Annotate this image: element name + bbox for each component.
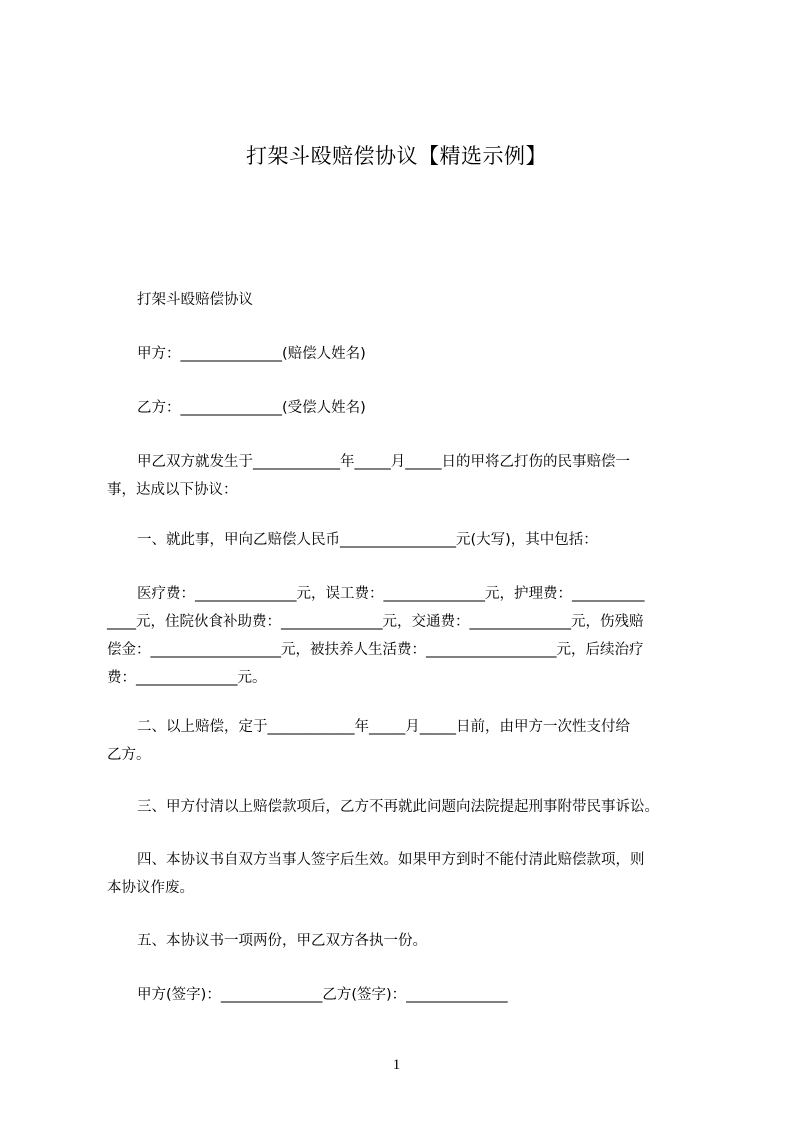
- intro-line-1: 甲乙双方就发生于____________年_____月_____日的甲将乙打伤的民事赔偿一: [137, 454, 630, 470]
- clause-3: [107, 793, 703, 821]
- clause-1: [107, 526, 703, 554]
- fees-line-2: ____元，住院伙食补助费：______________元，交通费：______________元，伤残赔: [107, 614, 644, 630]
- clause-2: [107, 713, 703, 769]
- intro-paragraph: [107, 448, 703, 504]
- party-a-text: 甲方：______________(赔偿人姓名): [137, 346, 366, 362]
- clause-2-line-2: 乙方。: [107, 747, 151, 763]
- clause-4-line-1: 四、本协议书自双方当事人签字后生效。如果甲方到时不能付清此赔偿款项，则: [137, 852, 645, 868]
- signature-text: 甲方(签字)：______________乙方(签字)：______________: [137, 987, 508, 1003]
- fees-line-1: 医疗费：______________元，误工费：______________元，护理费：__________: [137, 586, 645, 602]
- agreement-subtitle: [107, 286, 703, 314]
- intro-line-2: 事，达成以下协议：: [107, 482, 238, 498]
- clause-5-text: 五、本协议书一项两份，甲乙双方各执一份。: [137, 933, 427, 949]
- document-title: 打架斗殴赔偿协议【精选示例】: [246, 144, 547, 168]
- party-a-line: [107, 340, 703, 368]
- party-b-line: [107, 394, 703, 422]
- clause-4: [107, 846, 703, 902]
- clause-2-line-1: 二、以上赔偿，定于____________年_____月_____日前，由甲方一次性支付给: [137, 719, 630, 735]
- clause-1-text: 一、就此事，甲向乙赔偿人民币________________元(大写)，其中包括：: [137, 532, 598, 548]
- fees-line-4: 费：______________元。: [107, 670, 267, 686]
- clause-5: [107, 927, 703, 955]
- clause-3-text: 三、甲方付清以上赔偿款项后，乙方不再就此问题向法院提起刑事附带民事诉讼。: [137, 799, 659, 815]
- page-number: 1: [392, 1057, 401, 1073]
- fees-line-3: 偿金：__________________元，被扶养人生活费：__________________元，后续治疗: [107, 642, 644, 658]
- party-b-text: 乙方：______________(受偿人姓名): [137, 400, 366, 416]
- signature-line: [107, 981, 703, 1009]
- subtitle-text: 打架斗殴赔偿协议: [137, 292, 253, 308]
- fees-paragraph: [107, 580, 703, 692]
- clause-4-line-2: 本协议作废。: [107, 880, 194, 896]
